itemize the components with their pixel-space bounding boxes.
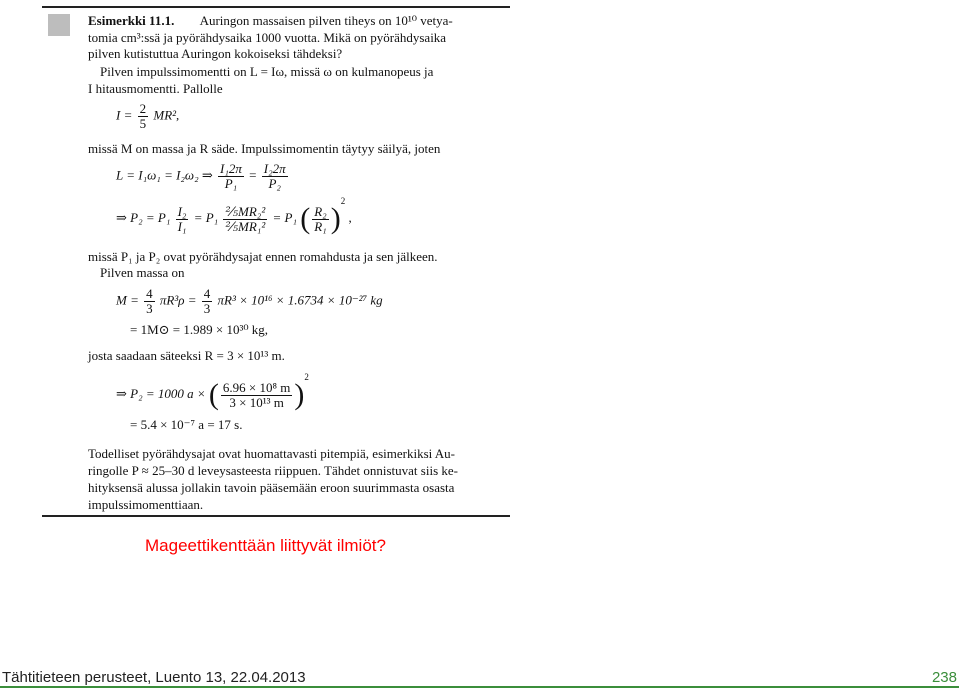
paragraph-6-line-1: Todelliset pyörähdysajat ovat huomattavasti pitempiä, esimerkiksi Au-: [88, 446, 455, 461]
eq4-f2-numerator: 4: [203, 286, 211, 301]
footer-course-info: Tähtitieteen perusteet, Luento 13, 22.04.2013: [2, 669, 306, 686]
paragraph-6-line-4: impulssimomenttiaan.: [88, 497, 204, 512]
paragraph-1-line-3: pilven kutistuttua Auringon kokoiseksi tähdeksi?: [88, 46, 343, 61]
eq4-rest: πR³ × 10¹⁶ × 1.6734 × 10⁻²⁷ kg: [217, 292, 383, 308]
eq3-f3-denominator: R₁: [314, 218, 327, 234]
eq5-lhs: ⇒ P₂ = 1000 a ×: [116, 386, 206, 401]
eq5-denominator: 3 × 10¹³ m: [229, 394, 284, 410]
paragraph-6-line-2: ringolle P ≈ 25–30 d leveysasteesta riippuen. Tähdet onnistuvat siis ke-: [88, 463, 458, 478]
paragraph-5: josta saadaan säteeksi R = 3 × 10¹³ m.: [88, 348, 285, 363]
eq2-f1-denominator: P₁: [224, 176, 238, 191]
eq4-lhs: M =: [116, 292, 139, 308]
eq1-lhs: I =: [116, 107, 133, 123]
question-text: Mageettikenttään liittyvät ilmiöt?: [145, 536, 386, 555]
eq3-mid: = P₁: [193, 210, 219, 225]
equation-period-ratio: [116, 196, 352, 234]
paragraph-2-line-2: I hitausmomentti. Pallolle: [88, 81, 223, 96]
eq2-f2-numerator: I₂2π: [263, 161, 286, 176]
equation-mass: [116, 287, 383, 316]
equation-mass-line-2: = 1M⊙ = 1.989 × 10³⁰ kg,: [130, 322, 269, 337]
eq3-fraction-3: [312, 205, 328, 234]
eq4-mid: πR³ρ =: [159, 292, 197, 308]
eq3-f1-numerator: I₂: [177, 203, 187, 219]
example-text: [88, 12, 453, 29]
paragraph-2-line-1: Pilven impulssimomentti on L = Iω, missä ω on kulmanopeus ja: [100, 64, 434, 79]
eq3-left-paren: (: [300, 202, 311, 236]
eq3-right-paren: ): [330, 202, 341, 236]
eq5-left-paren: (: [208, 378, 219, 412]
equation-inertia: [116, 102, 179, 131]
eq1-fraction: [138, 102, 149, 131]
example-heading: Esimerkki 11.1.: [88, 13, 175, 28]
bottom-rule: [42, 515, 510, 517]
paragraph-4-line-2: Pilven massa on: [100, 265, 185, 280]
equation-angular-momentum: [116, 162, 290, 191]
top-rule: [42, 6, 510, 8]
paragraph-4-line-1: missä P₁ ja P₂ ovat pyörähdysajat ennen romahdusta ja sen jälkeen.: [88, 249, 438, 264]
eq2-f1-numerator: I₁2π: [220, 161, 242, 176]
eq4-f1-denominator: 3: [146, 301, 153, 316]
eq2-fraction-1: [218, 162, 244, 191]
page-number: 238: [931, 669, 957, 686]
eq4-f1-numerator: 4: [146, 286, 153, 301]
eq3-lhs: ⇒ P₂ = P₁: [116, 210, 171, 225]
eq5-right-paren: ): [294, 378, 305, 412]
paragraph-1-line-1: Auringon massaisen pilven tiheys on 10¹⁰ vetya-: [199, 13, 453, 28]
paragraph-1-line-2: tomia cm³:ssä ja pyörähdysaika 1000 vuotta. Mikä on pyörähdysaika: [88, 30, 447, 45]
eq1-denominator: 5: [139, 116, 147, 131]
eq5-exponent: 2: [304, 372, 309, 382]
eq3-end: ,: [348, 210, 352, 225]
equation-new-period-line-2: = 5.4 × 10⁻⁷ a = 17 s.: [130, 417, 243, 432]
eq4-f2-denominator: 3: [203, 301, 211, 316]
eq3-fraction-1: [176, 205, 189, 234]
eq4-fraction-2: [202, 287, 213, 316]
eq3-f2-denominator: ⅖MR₁²: [225, 218, 266, 234]
eq2-lhs: L = I₁ω₁ = I₂ω₂ ⇒: [116, 167, 213, 183]
eq3-fraction-2: [223, 205, 267, 234]
eq5-fraction: [221, 381, 292, 410]
eq5-numerator: 6.96 × 10⁸ m: [222, 379, 291, 395]
eq2-f2-denominator: P₂: [268, 176, 281, 191]
eq2-fraction-2: [262, 162, 288, 191]
example-marker-icon: [48, 14, 70, 36]
eq3-exponent: 2: [340, 196, 346, 206]
equation-new-period: [116, 372, 309, 410]
eq3-f3-numerator: R₂: [314, 203, 327, 219]
eq3-mid2: = P₁: [272, 210, 297, 225]
eq3-f1-denominator: I₁: [177, 218, 187, 234]
eq4-fraction-1: [144, 287, 155, 316]
eq2-equals: =: [249, 167, 257, 183]
paragraph-6-line-3: hityksensä alussa jollakin tavoin pääsemään eroon suurimmasta osasta: [88, 480, 455, 495]
paragraph-3: missä M on massa ja R säde. Impulssimomentin täytyy säilyä, joten: [88, 141, 441, 156]
eq3-f2-numerator: ⅖MR₂²: [225, 203, 266, 219]
eq1-numerator: 2: [139, 101, 147, 116]
eq1-rest: MR²,: [153, 107, 180, 123]
